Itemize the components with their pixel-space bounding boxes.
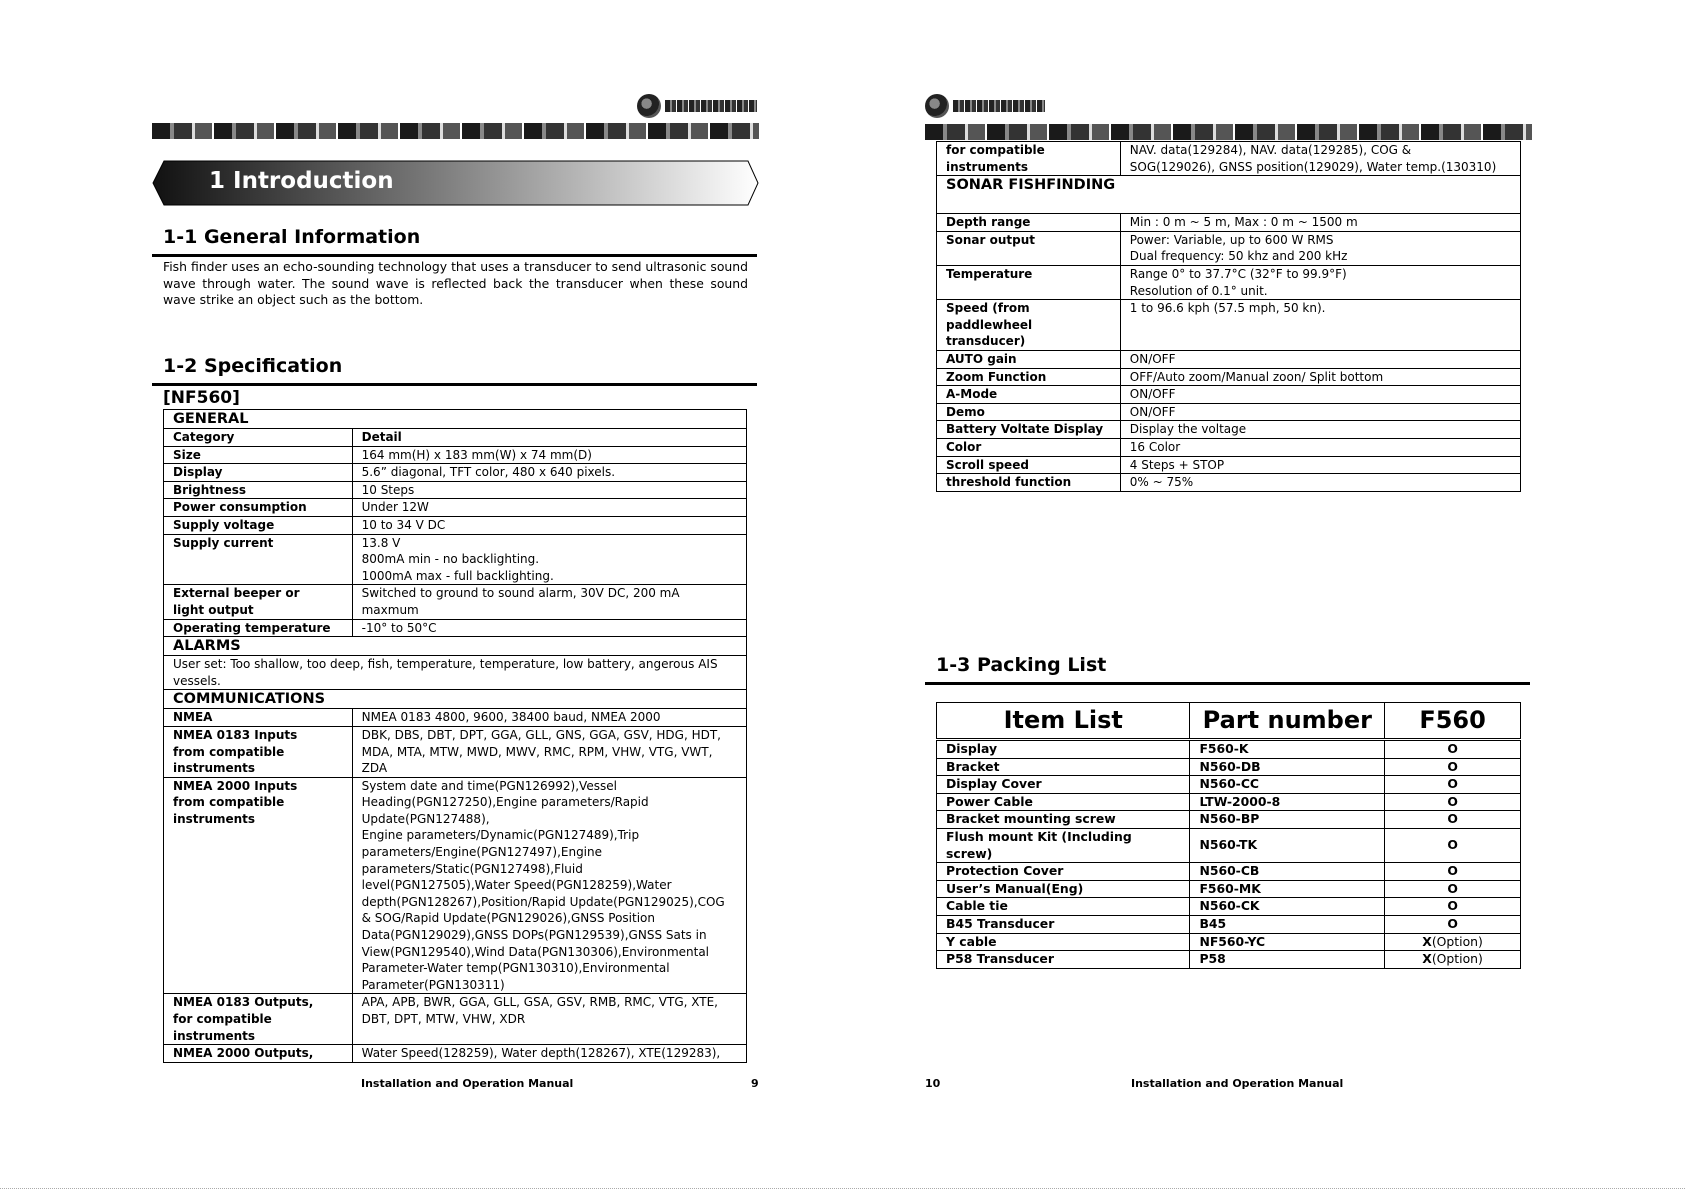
table-row [937, 740, 1521, 759]
spec-detail-line: Engine parameters/Dynamic(PGN127489),Trip [361, 828, 640, 843]
spec-category: Brightness [164, 481, 353, 499]
spec-detail-line: 13.8 V [361, 535, 401, 550]
packing-part-number: P58 [1190, 951, 1385, 969]
spec-category [937, 300, 1121, 351]
packing-included-mark [1385, 933, 1521, 951]
footer-text: Installation and Operation Manual [361, 1077, 574, 1090]
spec-detail-line: APA, APB, BWR, GGA, GLL, GSA, GSV, RMB, RMC, VTG, XTE, [361, 995, 718, 1010]
spec-detail-line: View(PGN129540),Wind Data(PGN130306),Environmental [361, 944, 710, 959]
section-rule [152, 383, 757, 386]
group-communications: COMMUNICATIONS [164, 690, 747, 709]
packing-part-number: F560-K [1190, 740, 1385, 759]
spec-category-line: Scroll speed [946, 457, 1029, 472]
spec-detail [352, 726, 746, 777]
table-header-row [164, 429, 747, 447]
spec-detail-line: OFF/Auto zoom/Manual zoon/ Split bottom [1129, 369, 1384, 384]
spec-detail [1120, 214, 1520, 232]
bottom-edge [0, 1188, 1685, 1189]
spec-category-line: NMEA 0183 Outputs, [173, 995, 314, 1010]
table-row [937, 368, 1521, 386]
spec-category-line: Depth range [946, 215, 1031, 230]
spec-detail-line: & SOG/Rapid Update(PGN129026),GNSS Position [361, 911, 655, 926]
packing-item: Protection Cover [937, 863, 1190, 881]
included-symbol: O [1447, 793, 1458, 809]
alarms-prefix: User set [173, 657, 223, 672]
spec-category: Operating temperature [164, 619, 353, 637]
spec-category [937, 350, 1121, 368]
logo-emblem-icon [637, 94, 661, 118]
spec-category [937, 265, 1121, 299]
spec-category [164, 709, 353, 727]
alarms-row [164, 656, 747, 690]
spec-category [164, 777, 353, 994]
brand-logo [925, 92, 1050, 120]
packing-item: User’s Manual(Eng) [937, 880, 1190, 898]
spec-category-line: NMEA 2000 Inputs [173, 778, 298, 793]
group-alarms-row [164, 637, 747, 656]
spec-detail-line: System date and time(PGN126992),Vessel [361, 778, 617, 793]
logo-wordmark [953, 100, 1045, 112]
packing-included-mark [1385, 776, 1521, 794]
spec-detail-line: Parameter(PGN130311) [361, 977, 505, 992]
table-row [937, 142, 1521, 176]
spec-detail-line: ZDA [361, 761, 388, 776]
spec-detail-line: Water Speed(128259), Water depth(128267), XTE(129283), [361, 1046, 721, 1061]
packing-header-item: Item List [937, 703, 1190, 740]
spec-detail-line: Power: Variable, up to 600 W RMS [1129, 232, 1334, 247]
spec-detail-line: parameters/Engine(PGN127497),Engine [361, 845, 603, 860]
spec-category-line: instruments [173, 811, 256, 826]
logo-emblem-icon [925, 94, 949, 118]
spec-detail-line: ON/OFF [1129, 387, 1176, 402]
table-row [937, 231, 1521, 265]
spec-detail [352, 709, 746, 727]
table-row [164, 481, 747, 499]
option-note: (Option) [1431, 933, 1483, 949]
spec-detail-line: Range 0° to 37.7°C (32°F to 99.9°F) [1129, 266, 1347, 281]
alarms-line: vessels. [173, 673, 221, 688]
spec-table-continued [936, 141, 1521, 492]
packing-included-mark [1385, 915, 1521, 933]
spec-category-line: Battery Voltate Display [946, 422, 1104, 437]
spec-detail-line: 16 Color [1129, 439, 1181, 454]
spec-detail-line: SOG(129026), GNSS position(129029), Water temp.(130310) [1129, 159, 1497, 174]
packing-item: Flush mount Kit (Including screw) [937, 828, 1190, 862]
spec-category [937, 474, 1121, 492]
packing-item: P58 Transducer [937, 951, 1190, 969]
spec-category-line: instruments [173, 1028, 256, 1043]
spec-category [164, 1045, 353, 1063]
spec-detail-line: maxmum [361, 602, 419, 617]
packing-part-number: N560-CC [1190, 776, 1385, 794]
section-rule [925, 682, 1530, 685]
table-row [937, 898, 1521, 916]
included-symbol: O [1447, 898, 1458, 914]
packing-included-mark [1385, 793, 1521, 811]
spec-detail [1120, 142, 1520, 176]
included-symbol: O [1447, 915, 1458, 931]
spec-category: Size [164, 446, 353, 464]
table-row [164, 726, 747, 777]
group-communications-row [164, 690, 747, 709]
table-row [937, 350, 1521, 368]
table-row [937, 386, 1521, 404]
spec-detail [1120, 386, 1520, 404]
spec-category [937, 386, 1121, 404]
column-header-category: Category [164, 429, 353, 447]
chapter-banner [152, 160, 759, 206]
included-symbol: O [1447, 741, 1458, 756]
included-symbol: O [1447, 880, 1458, 896]
spec-detail-line: Resolution of 0.1° unit. [1129, 283, 1268, 298]
packing-header-part: Part number [1190, 703, 1385, 740]
spec-detail [1120, 265, 1520, 299]
spec-category [937, 214, 1121, 232]
table-row [937, 474, 1521, 492]
packing-included-mark [1385, 811, 1521, 829]
model-tag: [NF560] [163, 388, 240, 408]
table-row [937, 403, 1521, 421]
packing-included-mark [1385, 863, 1521, 881]
spec-category-line: NMEA 0183 Inputs [173, 727, 298, 742]
alarms-list: : Too shallow, too deep, fish, temperature, temperature, low battery, angerous AIS [222, 657, 718, 672]
spec-category [937, 438, 1121, 456]
table-row [164, 994, 747, 1045]
packing-item: Bracket mounting screw [937, 811, 1190, 829]
spec-category: Power consumption [164, 499, 353, 517]
table-row [937, 265, 1521, 299]
spec-category-line: Temperature [946, 266, 1033, 281]
alarms-text [164, 656, 747, 690]
table-row [937, 793, 1521, 811]
footer-text: Installation and Operation Manual [1131, 1077, 1344, 1090]
packing-header-model: F560 [1385, 703, 1521, 740]
spec-detail [1120, 474, 1520, 492]
spec-detail: 164 mm(H) x 183 mm(W) x 74 mm(D) [352, 446, 746, 464]
spec-category [164, 726, 353, 777]
packing-included-mark [1385, 828, 1521, 862]
included-symbol: X [1422, 933, 1432, 949]
included-symbol: O [1447, 776, 1458, 792]
packing-item: Power Cable [937, 793, 1190, 811]
spec-detail-line: 800mA min - no backlighting. [361, 552, 540, 567]
included-symbol: X [1422, 951, 1432, 967]
packing-part-number: N560-DB [1190, 758, 1385, 776]
spec-detail-line: MDA, MTA, MTW, MWD, MWV, RMC, RPM, VHW, VTG, VWT, [361, 744, 713, 759]
spec-detail: Under 12W [352, 499, 746, 517]
spec-detail-line: NAV. data(129284), NAV. data(129285), COG & [1129, 143, 1412, 157]
spec-detail-line: Parameter-Water temp(PGN130310),Environmental [361, 961, 670, 976]
included-symbol: O [1447, 863, 1458, 879]
spec-detail [1120, 300, 1520, 351]
packing-part-number: LTW-2000-8 [1190, 793, 1385, 811]
specification-heading: 1-2 Specification [163, 355, 343, 377]
table-row [164, 1045, 747, 1063]
packing-included-mark [1385, 758, 1521, 776]
header-rule [152, 123, 759, 139]
packing-part-number: N560-CK [1190, 898, 1385, 916]
spec-detail: 10 to 34 V DC [352, 516, 746, 534]
page-number: 9 [751, 1077, 759, 1090]
spec-detail [1120, 438, 1520, 456]
spec-detail-line: DBT, DPT, MTW, VHW, XDR [361, 1012, 526, 1026]
spec-category-line: A-Mode [946, 387, 998, 402]
spec-detail-line: 1000mA max - full backlighting. [361, 568, 554, 583]
table-row [937, 933, 1521, 951]
chapter-title: 1 Introduction [209, 168, 394, 194]
group-sonar-row [937, 176, 1521, 214]
spec-detail: -10° to 50°C [352, 619, 746, 637]
spec-detail [352, 994, 746, 1045]
packing-included-mark [1385, 880, 1521, 898]
packing-item: Bracket [937, 758, 1190, 776]
spec-category [937, 421, 1121, 439]
packing-item: B45 Transducer [937, 915, 1190, 933]
spec-detail-line: Heading(PGN127250),Engine parameters/Rapid [361, 795, 649, 810]
table-row [937, 438, 1521, 456]
spec-category [937, 403, 1121, 421]
packing-item: Cable tie [937, 898, 1190, 916]
spec-category [164, 994, 353, 1045]
spec-detail [1120, 231, 1520, 265]
table-row [937, 828, 1521, 862]
spec-category: Supply current [164, 534, 353, 585]
column-header-detail: Detail [352, 429, 746, 447]
general-info-heading: 1-1 General Information [163, 226, 421, 248]
table-row [937, 214, 1521, 232]
table-row [164, 464, 747, 482]
table-row [937, 776, 1521, 794]
spec-category-line: from compatible [173, 744, 285, 759]
spec-category [937, 231, 1121, 265]
spec-detail-line: ON/OFF [1129, 404, 1176, 419]
packing-part-number: B45 [1190, 915, 1385, 933]
spec-detail: 10 Steps [352, 481, 746, 499]
packing-included-mark [1385, 740, 1521, 759]
spec-category [937, 142, 1121, 176]
packing-included-mark [1385, 951, 1521, 969]
table-row [937, 300, 1521, 351]
spec-detail-line: Data(PGN129029),GNSS DOPs(PGN129539),GNSS Sats in [361, 928, 707, 943]
packing-part-number: N560-BP [1190, 811, 1385, 829]
general-info-text: Fish finder uses an echo-sounding technology that uses a transducer to send ultrasonic sound wave through water. The sound wave is reflected back the transducer when these sound wave strike an object such as the bottom. [163, 259, 748, 308]
spec-detail-line: Switched to ground to sound alarm, 30V DC, 200 mA [361, 586, 680, 601]
group-general-row [164, 410, 747, 429]
spec-category-line: Color [946, 439, 982, 454]
table-row [937, 811, 1521, 829]
spec-category [164, 585, 353, 619]
spec-category-line: NMEA [173, 710, 213, 725]
spec-detail [1120, 403, 1520, 421]
spec-category-line: Speed (from paddlewheel [946, 301, 1033, 332]
spec-category [937, 368, 1121, 386]
table-row [937, 456, 1521, 474]
spec-category-line: AUTO gain [946, 351, 1017, 366]
spec-detail-line: 4 Steps + STOP [1129, 457, 1225, 472]
spec-table [163, 409, 747, 1063]
packing-part-number: N560-CB [1190, 863, 1385, 881]
group-sonar: SONAR FISHFINDING [937, 176, 1521, 214]
spec-detail-line: DBK, DBS, DBT, DPT, GGA, GLL, GNS, GGA, GSV, HDG, HDT, [361, 727, 721, 742]
packing-list-heading: 1-3 Packing List [936, 654, 1107, 676]
spec-category-line: External beeper or [173, 586, 300, 601]
spec-detail-line: Display the voltage [1129, 422, 1247, 437]
packing-part-number: NF560-YC [1190, 933, 1385, 951]
spec-category-line: for compatible [173, 1012, 272, 1026]
table-row [937, 863, 1521, 881]
spec-category-line: Demo [946, 404, 985, 419]
spec-category-line: instruments [173, 761, 256, 776]
spec-detail [1120, 350, 1520, 368]
packing-included-mark [1385, 898, 1521, 916]
page-number: 10 [925, 1077, 941, 1090]
spec-detail [1120, 456, 1520, 474]
spec-category-line: instruments [946, 159, 1029, 174]
spec-category [937, 456, 1121, 474]
alarms-line [173, 656, 737, 673]
table-row [937, 880, 1521, 898]
table-row [164, 585, 747, 619]
spec-detail-line: 1 to 96.6 kph (57.5 mph, 50 kn). [1129, 301, 1326, 316]
included-symbol: O [1447, 837, 1458, 853]
spec-category: Display [164, 464, 353, 482]
packing-part-number: N560-TK [1190, 828, 1385, 862]
spec-detail-line: Dual frequency: 50 khz and 200 kHz [1129, 249, 1348, 264]
spec-detail-line: depth(PGN128267),Position/Rapid Update(PGN129025),COG [361, 894, 725, 909]
included-symbol: O [1447, 758, 1458, 774]
table-row [164, 499, 747, 517]
spec-category-line: Zoom Function [946, 369, 1047, 384]
spec-detail-line: 0% ~ 75% [1129, 475, 1194, 490]
table-row [164, 619, 747, 637]
right-page [843, 0, 1685, 1192]
included-symbol: O [1447, 811, 1458, 827]
spec-detail [352, 777, 746, 994]
spec-detail: 5.6” diagonal, TFT color, 480 x 640 pixels. [352, 464, 746, 482]
header-rule [925, 124, 1532, 140]
spec-category-line: NMEA 2000 Outputs, [173, 1046, 314, 1061]
table-row [937, 758, 1521, 776]
option-note: (Option) [1431, 951, 1483, 967]
spec-detail-line: ON/OFF [1129, 351, 1176, 366]
spec-category-line: light output [173, 602, 254, 617]
table-row [164, 534, 747, 585]
table-row [937, 915, 1521, 933]
table-row [164, 446, 747, 464]
spec-detail [352, 1045, 746, 1063]
packing-list-table [936, 702, 1521, 969]
group-general: GENERAL [164, 410, 747, 429]
table-row [164, 516, 747, 534]
brand-logo [637, 92, 762, 120]
spec-detail [1120, 421, 1520, 439]
spec-category-line: from compatible [173, 795, 285, 810]
table-row [937, 421, 1521, 439]
packing-item: Display [937, 740, 1190, 759]
spec-detail-line: NMEA 0183 4800, 9600, 38400 baud, NMEA 2000 [361, 710, 661, 725]
spec-category-line: for compatible [946, 143, 1045, 157]
table-row [164, 709, 747, 727]
spec-category-line: transducer) [946, 334, 1026, 349]
spec-detail-line: Update(PGN127488), [361, 811, 490, 826]
packing-item: Y cable [937, 933, 1190, 951]
left-page [0, 0, 842, 1192]
spec-detail [352, 534, 746, 585]
spec-detail [352, 585, 746, 619]
section-rule [152, 254, 757, 257]
group-alarms: ALARMS [164, 637, 747, 656]
spec-category-line: threshold function [946, 475, 1072, 490]
spec-detail [1120, 368, 1520, 386]
spec-category: Supply voltage [164, 516, 353, 534]
spec-detail-line: level(PGN127505),Water Speed(PGN128259),Water [361, 878, 672, 893]
table-row [164, 777, 747, 994]
spec-category-line: Sonar output [946, 232, 1036, 247]
spec-detail-line: parameters/Static(PGN127498),Fluid [361, 861, 583, 876]
table-row [937, 951, 1521, 969]
logo-wordmark [665, 100, 757, 112]
packing-part-number: F560-MK [1190, 880, 1385, 898]
spec-detail-line: Min : 0 m ~ 5 m, Max : 0 m ~ 1500 m [1129, 215, 1358, 230]
packing-item: Display Cover [937, 776, 1190, 794]
